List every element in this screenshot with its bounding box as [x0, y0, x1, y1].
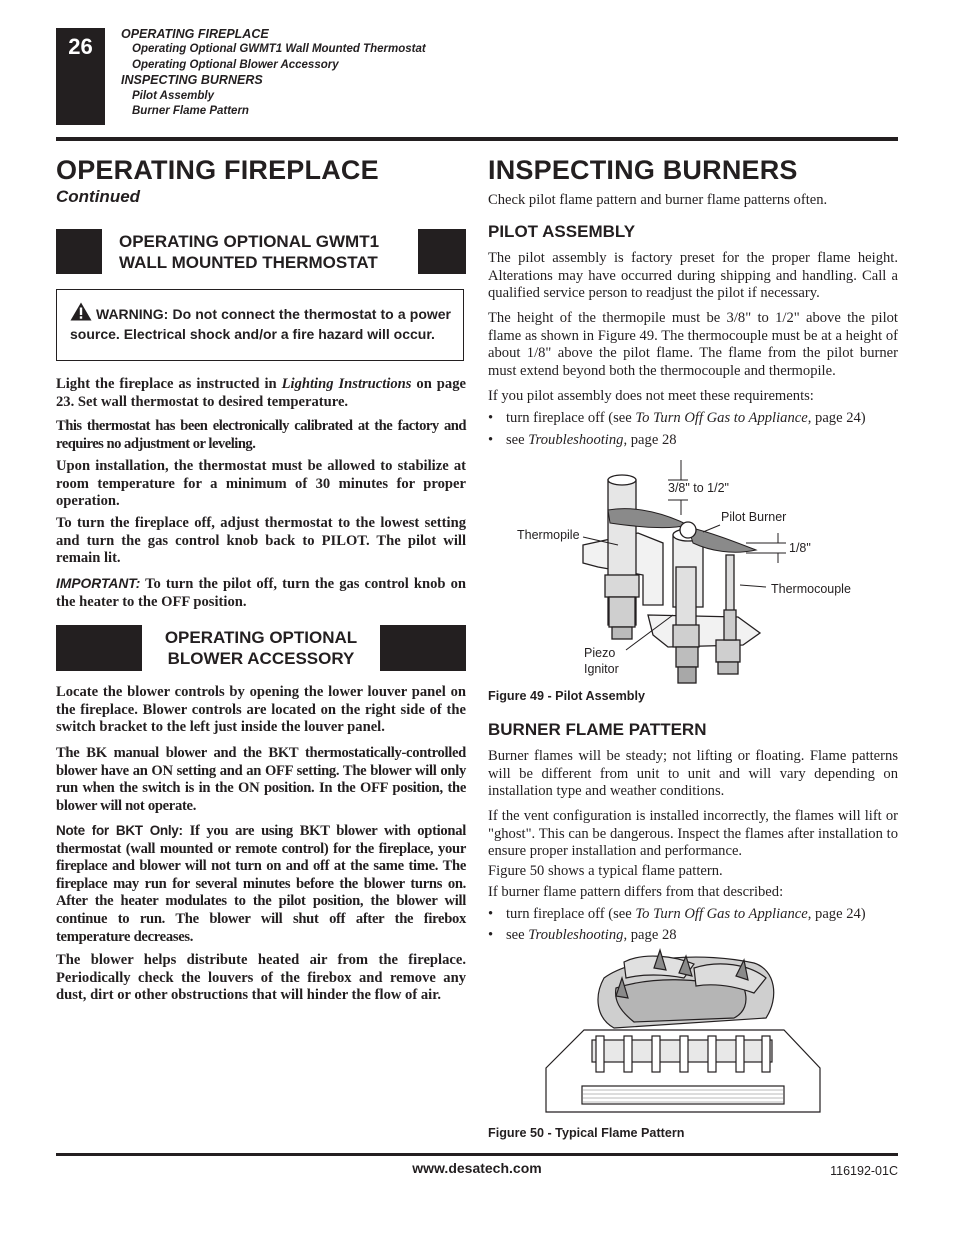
fig-label: Piezo [584, 646, 616, 660]
paragraph: The pilot assembly is factory preset for the proper flame height. Alterations may have occurred during shipping and handling. Call a qualified service person to readjust the pilot if necessary. [488, 250, 898, 302]
list-item: • turn fireplace off (see To Turn Off Gas to Appliance, page 24) [488, 410, 866, 426]
paragraph: Note for BKT Only: If you are using BKT blower with optional thermostat (wall mounted or remote control) for the fireplace, your fireplace and blower will not turn on and off at the same time. The fireplace may run for several minutes before the blower turns on. After the heater modulates to the pilot position, the blower will continue to run. The blower will shut off after the firebox temperature decreases. [56, 823, 466, 945]
paragraph: This thermostat has been electronically calibrated at the factory and requires no adjustment or leveling. [56, 418, 466, 452]
fig-label: 3/8" to 1/2" [668, 481, 729, 495]
paragraph: Check pilot flame pattern and burner flame patterns often. [488, 192, 828, 208]
page-number: 26 [68, 34, 93, 59]
fig-label: Ignitor [584, 662, 619, 676]
figure-caption: Figure 50 - Typical Flame Pattern [488, 1126, 685, 1140]
flame-heading: BURNER FLAME PATTERN [488, 720, 707, 739]
paragraph: If you pilot assembly does not meet these requirements: [488, 388, 814, 404]
footer-url: www.desatech.com [412, 1160, 542, 1176]
section-bar-blower [56, 625, 466, 671]
figure-caption: Figure 49 - Pilot Assembly [488, 689, 645, 703]
paragraph: If the vent configuration is installed incorrectly, the flames will lift or "ghost". This can be dangerous. Inspect the flames after installation to ensure proper installation and performance. [488, 808, 898, 860]
header-toc [121, 27, 426, 119]
section-heading-line: OPERATING OPTIONAL GWMT1 [119, 231, 380, 251]
list-item: • see Troubleshooting, page 28 [488, 432, 677, 448]
toc-item: OPERATING FIREPLACE [121, 27, 269, 41]
fig-label: Thermopile [517, 528, 580, 542]
section-heading-line: OPERATING OPTIONAL [164, 628, 358, 647]
section-bar-thermostat [56, 229, 466, 274]
fig-label: Pilot Burner [721, 510, 787, 524]
right-title: INSPECTING BURNERS [488, 155, 798, 185]
paragraph: The height of the thermopile must be 3/8" to 1/2" above the pilot flame as shown in Figure 49. The thermocouple must be at a height of about 1/8" above the pilot flame. The flame from the pilot burner must extend beyond both the thermocouple and thermopile. [488, 310, 898, 379]
toc-item: Operating Optional GWMT1 Wall Mounted Thermostat [132, 43, 426, 56]
footer-code: 116192-01C [830, 1164, 898, 1178]
paragraph: To turn the fireplace off, adjust thermostat to the lowest setting and turn the gas control knob back to PILOT. The pilot will remain lit. [56, 515, 466, 567]
paragraph: Upon installation, the thermostat must be allowed to stabilize at room temperature for a minimum of 30 minutes for proper operation. [56, 458, 466, 510]
paragraph: The BK manual blower and the BKT thermostatically-controlled blower have an ON setting and an OFF setting. The blower will only run when the switch is in the ON position. In the OFF position, the blower will not operate. [56, 745, 466, 814]
paragraph: The blower helps distribute heated air from the fireplace. Periodically check the louvers of the firebox and remove any dust, dirt or other obstructions that will hinder the flow of air. [56, 952, 466, 1004]
pilot-heading: PILOT ASSEMBLY [488, 222, 636, 241]
warning-box [56, 289, 464, 361]
paragraph: Figure 50 shows a typical flame pattern. [488, 863, 723, 879]
page-number-box [56, 28, 105, 125]
toc-item: Burner Flame Pattern [132, 105, 249, 118]
warning-lead: WARNING: [96, 306, 169, 322]
header-rule [56, 137, 898, 141]
paragraph: Burner flames will be steady; not lifting or floating. Flame patterns will be different from unit to unit and will vary depending on installation type and weather conditions. [488, 748, 898, 800]
toc-item: Pilot Assembly [132, 89, 215, 102]
fig-label: Thermocouple [771, 582, 851, 596]
section-heading-line: WALL MOUNTED THERMOSTAT [119, 252, 378, 272]
fig-label: 1/8" [789, 541, 811, 555]
paragraph: If burner flame pattern differs from that described: [488, 884, 784, 900]
warning-text: Do not connect the thermostat to a power source. Electrical shock and/or a fire hazard will occur. [70, 306, 451, 342]
section-heading-line: BLOWER ACCESSORY [167, 649, 355, 668]
left-title: OPERATING FIREPLACE [56, 155, 379, 185]
toc-item: INSPECTING BURNERS [121, 73, 263, 88]
warning-icon [70, 302, 92, 325]
footer-rule [56, 1153, 898, 1156]
paragraph: IMPORTANT: To turn the pilot off, turn the gas control knob on the heater to the OFF position. [56, 576, 466, 610]
list-item: • turn fireplace off (see To Turn Off Gas to Appliance, page 24) [488, 906, 866, 922]
toc-item: Operating Optional Blower Accessory [132, 58, 339, 71]
continued-label: Continued [56, 187, 141, 206]
flame-pattern-figure [544, 948, 824, 1116]
paragraph: Locate the blower controls by opening the lower louver panel on the fireplace. Blower controls are located on the right side of the switch bracket to the left just inside the louver panel. [56, 684, 466, 736]
paragraph: Light the fireplace as instructed in Lighting Instructions on page 23. Set wall thermostat to desired temperature. [56, 376, 466, 410]
list-item: • see Troubleshooting, page 28 [488, 927, 677, 943]
